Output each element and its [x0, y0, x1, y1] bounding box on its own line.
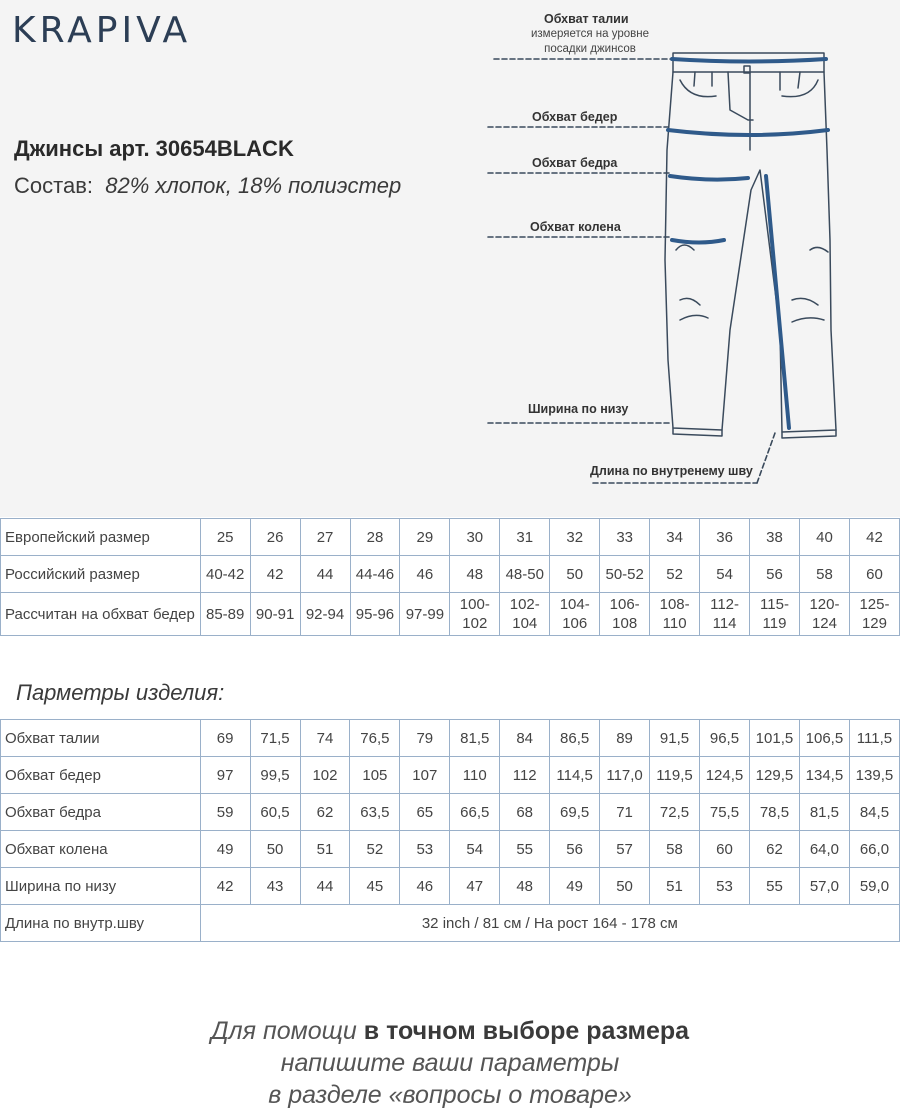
table-cell: 59,0: [849, 868, 899, 905]
table-cell: 62: [300, 794, 350, 831]
footer-line-1: [0, 1015, 900, 1047]
table-cell: 42: [849, 519, 899, 556]
table-cell: 56: [550, 831, 600, 868]
table-cell: 50-52: [600, 556, 650, 593]
row-label: Обхват талии: [1, 720, 201, 757]
table-cell: 46: [400, 556, 450, 593]
table-cell: 104-106: [550, 593, 600, 636]
table-cell: 32: [550, 519, 600, 556]
table-cell: 27: [300, 519, 350, 556]
table-cell: 79: [400, 720, 450, 757]
table-cell: 60: [849, 556, 899, 593]
footer-line-1-normal: Для помощи: [210, 1017, 364, 1045]
table-cell: 84: [500, 720, 550, 757]
table-cell: 91,5: [650, 720, 700, 757]
table-cell: 99,5: [250, 757, 300, 794]
waist-note-1: измеряется на уровне: [530, 28, 650, 40]
table-cell: 42: [200, 868, 250, 905]
table-cell: 86,5: [550, 720, 600, 757]
table-cell: 54: [700, 556, 750, 593]
table-cell: 102-104: [500, 593, 550, 636]
table-cell: 119,5: [650, 757, 700, 794]
table-cell: 85-89: [200, 593, 250, 636]
composition-value: 82% хлопок, 18% полиэстер: [105, 173, 402, 198]
table-cell: 75,5: [700, 794, 750, 831]
table-cell: 49: [200, 831, 250, 868]
table-cell: 51: [650, 868, 700, 905]
table-cell: 53: [700, 868, 750, 905]
footer-help-text: [0, 1015, 900, 1111]
table-row: [1, 868, 900, 905]
table-cell: 96,5: [700, 720, 750, 757]
row-label: Российский размер: [1, 556, 201, 593]
product-title: Джинсы арт. 30654BLACK: [14, 136, 294, 161]
table-cell: 42: [250, 556, 300, 593]
table-cell: 29: [400, 519, 450, 556]
table-cell: 81,5: [799, 794, 849, 831]
table-cell: 53: [400, 831, 450, 868]
table-cell: 57: [600, 831, 650, 868]
table-cell: 38: [750, 519, 800, 556]
row-label: Обхват бедра: [1, 794, 201, 831]
table-cell: 65: [400, 794, 450, 831]
table-cell: 90-91: [250, 593, 300, 636]
footer-line-2: напишите ваши параметры: [280, 1049, 620, 1077]
product-composition: [14, 173, 401, 199]
table-row: [1, 831, 900, 868]
brand-logo: KRAPIVA: [12, 10, 192, 51]
table-cell: 71: [600, 794, 650, 831]
table-row: [1, 556, 900, 593]
table-cell: 44-46: [350, 556, 400, 593]
table-cell: 50: [250, 831, 300, 868]
table-row: [1, 519, 900, 556]
table-cell: 108-110: [650, 593, 700, 636]
table-cell: 68: [500, 794, 550, 831]
table-cell: 125-129: [849, 593, 899, 636]
table-cell: 111,5: [849, 720, 899, 757]
row-label: Европейский размер: [1, 519, 201, 556]
table-cell: 51: [300, 831, 350, 868]
table-cell: 40: [799, 519, 849, 556]
inseam-value: 32 inch / 81 см / На рост 164 - 178 см: [200, 905, 899, 942]
table-cell: 69: [200, 720, 250, 757]
thigh-label: Обхват бедра: [532, 156, 618, 170]
table-cell: 59: [200, 794, 250, 831]
table-cell: 69,5: [550, 794, 600, 831]
table-cell: 33: [600, 519, 650, 556]
inseam-label: Длина по внутренему шву: [590, 464, 753, 478]
table-cell: 110: [450, 757, 500, 794]
table-cell: 54: [450, 831, 500, 868]
table-cell: 60,5: [250, 794, 300, 831]
hem-label: Ширина по низу: [528, 402, 629, 416]
table-cell: 95-96: [350, 593, 400, 636]
table-row: [1, 720, 900, 757]
row-label: Ширина по низу: [1, 868, 201, 905]
table-cell: 72,5: [650, 794, 700, 831]
row-label: Рассчитан на обхват бедер: [1, 593, 201, 636]
table-cell: 25: [200, 519, 250, 556]
table-cell: 78,5: [749, 794, 799, 831]
waist-note-2: посадки джинсов: [544, 43, 636, 55]
table-cell: 31: [500, 519, 550, 556]
table-cell: 43: [250, 868, 300, 905]
table-cell: 52: [650, 556, 700, 593]
table-cell: 36: [700, 519, 750, 556]
table-cell: 114,5: [550, 757, 600, 794]
table-cell: 64,0: [799, 831, 849, 868]
table-cell: 62: [749, 831, 799, 868]
table-cell: 30: [450, 519, 500, 556]
table-cell: 63,5: [350, 794, 400, 831]
inseam-row: [1, 905, 900, 942]
table-cell: 50: [600, 868, 650, 905]
table-cell: 129,5: [749, 757, 799, 794]
table-cell: 120-124: [799, 593, 849, 636]
table-cell: 50: [550, 556, 600, 593]
table-cell: 66,5: [450, 794, 500, 831]
table-cell: 101,5: [749, 720, 799, 757]
table-cell: 102: [300, 757, 350, 794]
table-cell: 44: [300, 868, 350, 905]
row-label: Обхват колена: [1, 831, 201, 868]
table-cell: 55: [749, 868, 799, 905]
table-cell: 106,5: [799, 720, 849, 757]
table-cell: 115-119: [750, 593, 800, 636]
table-cell: 139,5: [849, 757, 899, 794]
row-label: Обхват бедер: [1, 757, 201, 794]
table-cell: 71,5: [250, 720, 300, 757]
params-heading: Парметры изделия:: [16, 680, 225, 705]
table-row: [1, 794, 900, 831]
hips-label: Обхват бедер: [532, 110, 618, 124]
table-cell: 66,0: [849, 831, 899, 868]
waist-label: Обхват талии: [544, 12, 629, 26]
footer-line-3: в разделе «вопросы о товаре»: [268, 1081, 632, 1109]
composition-label: Состав:: [14, 173, 93, 198]
table-cell: 76,5: [350, 720, 400, 757]
table-cell: 117,0: [600, 757, 650, 794]
footer-line-1-bold: в точном выборе размера: [363, 1017, 690, 1045]
table-row: [1, 757, 900, 794]
table-cell: 28: [350, 519, 400, 556]
table-cell: 46: [400, 868, 450, 905]
table-cell: 47: [450, 868, 500, 905]
table-cell: 112-114: [700, 593, 750, 636]
table-cell: 124,5: [700, 757, 750, 794]
table-cell: 100-102: [450, 593, 500, 636]
knee-label: Обхват колена: [530, 220, 621, 234]
table-cell: 34: [650, 519, 700, 556]
table-cell: 106-108: [600, 593, 650, 636]
table-cell: 58: [799, 556, 849, 593]
table-cell: 60: [700, 831, 750, 868]
table-cell: 55: [500, 831, 550, 868]
table-cell: 92-94: [300, 593, 350, 636]
table-cell: 89: [600, 720, 650, 757]
jeans-diagram: [480, 0, 900, 517]
table-row: [1, 593, 900, 636]
table-cell: 112: [500, 757, 550, 794]
jeans-illustration: [480, 0, 900, 517]
table-cell: 48-50: [500, 556, 550, 593]
table-cell: 97: [200, 757, 250, 794]
table-cell: 56: [750, 556, 800, 593]
table-cell: 84,5: [849, 794, 899, 831]
row-label: Длина по внутр.шву: [1, 905, 201, 942]
table-cell: 40-42: [200, 556, 250, 593]
table-cell: 44: [300, 556, 350, 593]
table-cell: 52: [350, 831, 400, 868]
garment-params-table: [0, 719, 900, 942]
size-conversion-table: [0, 518, 900, 636]
table-cell: 45: [350, 868, 400, 905]
table-cell: 49: [550, 868, 600, 905]
table-cell: 81,5: [450, 720, 500, 757]
table-cell: 26: [250, 519, 300, 556]
table-cell: 58: [650, 831, 700, 868]
table-cell: 57,0: [799, 868, 849, 905]
table-cell: 48: [450, 556, 500, 593]
table-cell: 107: [400, 757, 450, 794]
table-cell: 105: [350, 757, 400, 794]
table-cell: 48: [500, 868, 550, 905]
table-cell: 74: [300, 720, 350, 757]
table-cell: 134,5: [799, 757, 849, 794]
table-cell: 97-99: [400, 593, 450, 636]
